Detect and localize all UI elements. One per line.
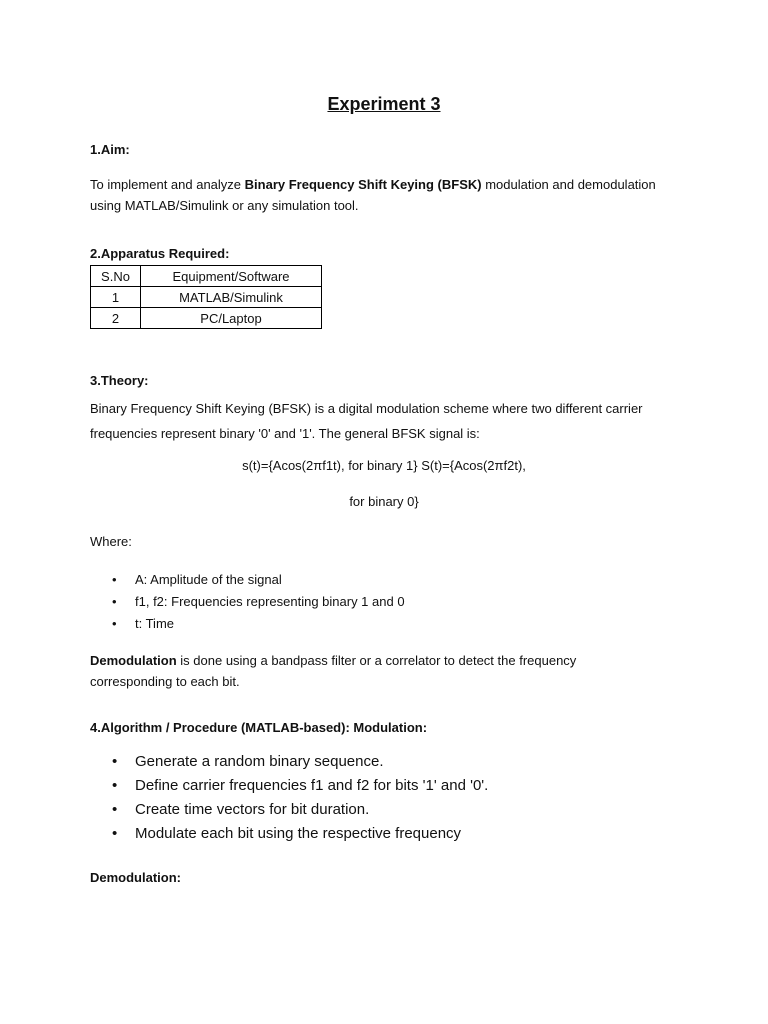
- apparatus-heading: 2.Apparatus Required:: [90, 246, 230, 261]
- table-row: [91, 287, 322, 308]
- page-title: Experiment 3: [327, 94, 441, 114]
- aim-text-bold: Binary Frequency Shift Keying (BFSK): [244, 177, 482, 192]
- aim-text-post: modulation and demodulation: [481, 177, 656, 192]
- demodulation-heading: Demodulation:: [90, 870, 181, 885]
- where-label: Where:: [90, 534, 132, 549]
- aim-heading: 1.Aim:: [90, 142, 130, 157]
- demodulation-text: [90, 650, 690, 692]
- table-cell: MATLAB/Simulink: [141, 287, 322, 308]
- table-header-equipment: Equipment/Software: [141, 266, 322, 287]
- list-item: • f1, f2: Frequencies representing binary 1 and 0: [90, 591, 405, 613]
- aim-text: [90, 174, 690, 216]
- aim-text-pre: To implement and analyze: [90, 177, 245, 192]
- table-cell: 2: [91, 308, 141, 329]
- formula-line2: for binary 0}: [349, 494, 419, 509]
- list-item: • Modulate each bit using the respective frequency: [90, 822, 488, 846]
- formula-line1: s(t)={Acos(2πf1t), for binary 1} S(t)={Acos(2πf2t),: [242, 458, 526, 473]
- algorithm-heading: 4.Algorithm / Procedure (MATLAB-based): Modulation:: [90, 720, 428, 735]
- list-item: • A: Amplitude of the signal: [90, 569, 405, 591]
- theory-bullet-list: [90, 569, 405, 635]
- table-header-row: [91, 266, 322, 287]
- aim-text-line2: using MATLAB/Simulink or any simulation tool.: [90, 198, 359, 213]
- demodulation-line2: corresponding to each bit.: [90, 674, 240, 689]
- table-header-sno: S.No: [91, 266, 141, 287]
- algorithm-steps-list: [90, 750, 488, 846]
- list-item: • Create time vectors for bit duration.: [90, 798, 488, 822]
- theory-heading: 3.Theory:: [90, 373, 149, 388]
- list-item: • Generate a random binary sequence.: [90, 750, 488, 774]
- theory-line2: frequencies represent binary '0' and '1'. The general BFSK signal is:: [90, 426, 480, 441]
- theory-line1: Binary Frequency Shift Keying (BFSK) is a digital modulation scheme where two different carrier: [90, 401, 643, 416]
- apparatus-table: [90, 265, 322, 329]
- list-item: • t: Time: [90, 613, 405, 635]
- table-cell: PC/Laptop: [141, 308, 322, 329]
- demodulation-bold: Demodulation: [90, 653, 177, 668]
- theory-text: [90, 396, 690, 446]
- list-item: • Define carrier frequencies f1 and f2 for bits '1' and '0'.: [90, 774, 488, 798]
- table-cell: 1: [91, 287, 141, 308]
- table-row: [91, 308, 322, 329]
- demodulation-rest: is done using a bandpass filter or a correlator to detect the frequency: [176, 653, 577, 668]
